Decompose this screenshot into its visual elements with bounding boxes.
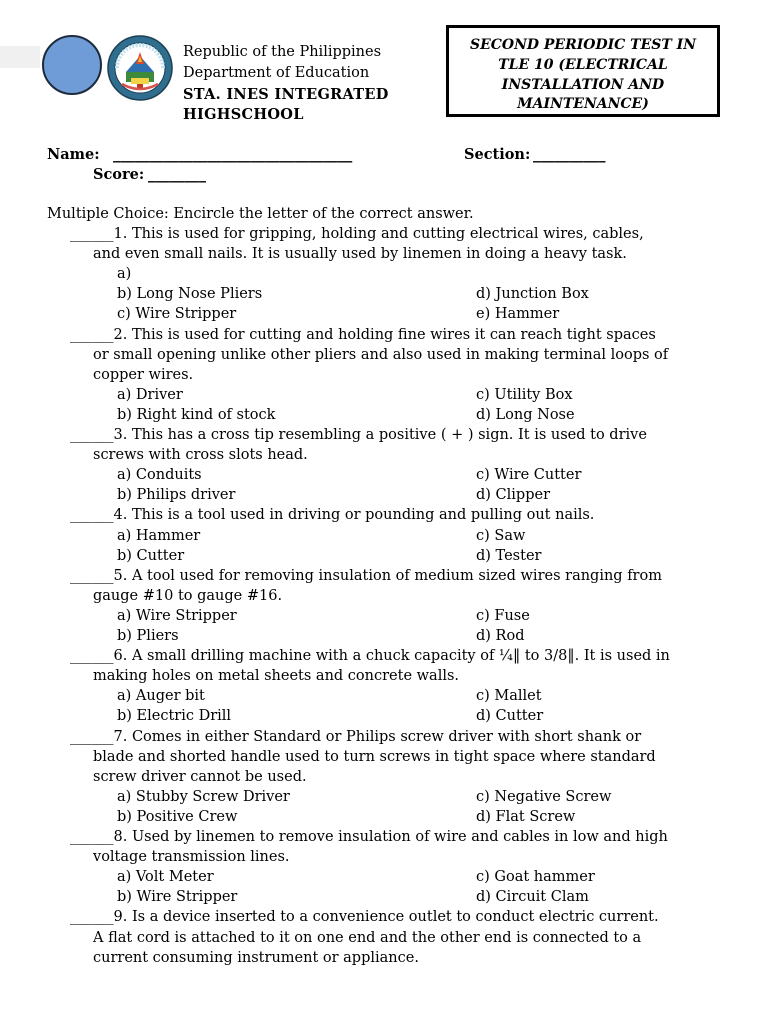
score-field[interactable]: ________ [148, 166, 206, 183]
question-stem: ______9. Is a device inserted to a convenience outlet to conduct electric current. [70, 909, 659, 926]
answer-choice[interactable]: b) Long Nose Pliers [117, 286, 263, 303]
answer-choice[interactable]: c) Mallet [476, 688, 542, 705]
answer-choice[interactable]: a) [117, 266, 132, 283]
answer-choice[interactable]: a) Hammer [117, 527, 201, 544]
question-stem: ______4. This is a tool used in driving or pounding and pulling out nails. [70, 507, 595, 524]
test-title-box [446, 25, 720, 117]
question-stem-continued: copper wires. [93, 366, 194, 383]
question-stem: ______2. This is used for cutting and holding fine wires it can reach tight spaces [70, 326, 656, 343]
answer-choice[interactable]: d) Junction Box [476, 286, 589, 303]
answer-choice[interactable]: a) Volt Meter [117, 869, 214, 886]
answer-choice[interactable]: b) Cutter [117, 547, 185, 564]
header-republic: Republic of the Philippines [183, 44, 382, 60]
question-stem-continued: screws with cross slots head. [93, 447, 308, 464]
test-title-line: SECOND PERIODIC TEST IN [469, 37, 697, 53]
answer-choice[interactable]: a) Auger bit [117, 688, 205, 705]
question-stem: ______6. A small drilling machine with a chuck capacity of ¼‖ to 3/8‖. It is used in [70, 648, 670, 665]
answer-choice[interactable]: a) Stubby Screw Driver [117, 788, 290, 805]
question-stem-continued: or small opening unlike other pliers and also used in making terminal loops of [93, 346, 669, 363]
answer-choice[interactable]: c) Utility Box [476, 386, 573, 403]
name-label: Name: [47, 146, 100, 163]
question-stem-continued: voltage transmission lines. [93, 849, 290, 866]
header-school-line1: STA. INES INTEGRATED [183, 86, 389, 103]
answer-choice[interactable]: d) Clipper [476, 487, 550, 504]
question-stem-continued: current consuming instrument or appliance. [93, 949, 419, 966]
question-stem: ______8. Used by linemen to remove insulation of wire and cables in low and high [70, 829, 668, 845]
answer-choice[interactable]: d) Cutter [476, 708, 544, 725]
answer-choice[interactable]: d) Circuit Clam [476, 889, 589, 906]
question-stem-continued: A flat cord is attached to it on one end and the other end is connected to a [93, 929, 642, 946]
question-stem: ______1. This is used for gripping, holding and cutting electrical wires, cables, [70, 226, 644, 242]
test-title-line: MAINTENANCE) [517, 96, 649, 112]
question-stem: ______5. A tool used for removing insulation of medium sized wires ranging from [70, 567, 662, 584]
question-stem-continued: and even small nails. It is usually used by linemen in doing a heavy task. [93, 246, 627, 263]
answer-choice[interactable]: c) Saw [476, 527, 526, 544]
section-label: Section: [464, 146, 531, 163]
answer-choice[interactable]: c) Fuse [476, 607, 530, 624]
question-stem-continued: blade and shorted handle used to turn screws in tight space where standard [93, 748, 656, 765]
answer-choice[interactable]: c) Goat hammer [476, 869, 595, 886]
header-gray-band [0, 46, 40, 68]
score-label: Score: [93, 166, 145, 183]
division-logo [42, 35, 102, 95]
answer-choice[interactable]: a) Conduits [117, 467, 202, 484]
instructions: Multiple Choice: Encircle the letter of the correct answer. [47, 206, 474, 222]
answer-choice[interactable]: b) Positive Crew [117, 808, 238, 825]
answer-choice[interactable]: c) Negative Screw [476, 788, 612, 805]
question-stem: ______3. This has a cross tip resembling a positive ( + ) sign. It is used to drive [70, 427, 647, 443]
header-department: Department of Education [183, 65, 370, 81]
section-field[interactable]: __________ [533, 146, 606, 163]
school-seal-icon [106, 34, 174, 102]
answer-choice[interactable]: d) Flat Screw [476, 808, 576, 825]
answer-choice[interactable]: b) Philips driver [117, 487, 236, 504]
name-field[interactable]: _________________________________ [113, 146, 353, 163]
answer-choice[interactable]: b) Wire Stripper [117, 889, 238, 906]
header-school-line2: HIGHSCHOOL [183, 106, 304, 123]
answer-choice[interactable]: e) Hammer [476, 306, 560, 323]
answer-choice[interactable]: b) Right kind of stock [117, 406, 276, 423]
question-stem-continued: making holes on metal sheets and concrete walls. [93, 668, 460, 685]
test-title-line: INSTALLATION AND [501, 77, 665, 93]
answer-choice[interactable]: a) Wire Stripper [117, 607, 237, 624]
question-stem-continued: gauge #10 to gauge #16. [93, 587, 283, 604]
answer-choice[interactable]: d) Long Nose [476, 406, 575, 423]
answer-choice[interactable]: d) Rod [476, 628, 525, 644]
answer-choice[interactable]: c) Wire Cutter [476, 467, 582, 484]
answer-choice[interactable]: b) Electric Drill [117, 708, 232, 725]
answer-choice[interactable]: b) Pliers [117, 628, 179, 644]
question-stem: ______7. Comes in either Standard or Philips screw driver with short shank or [70, 728, 642, 745]
question-stem-continued: screw driver cannot be used. [93, 768, 307, 785]
answer-choice[interactable]: c) Wire Stripper [117, 306, 237, 323]
answer-choice[interactable]: d) Tester [476, 547, 542, 564]
answer-choice[interactable]: a) Driver [117, 386, 183, 403]
test-title-line: TLE 10 (ELECTRICAL [498, 57, 668, 73]
